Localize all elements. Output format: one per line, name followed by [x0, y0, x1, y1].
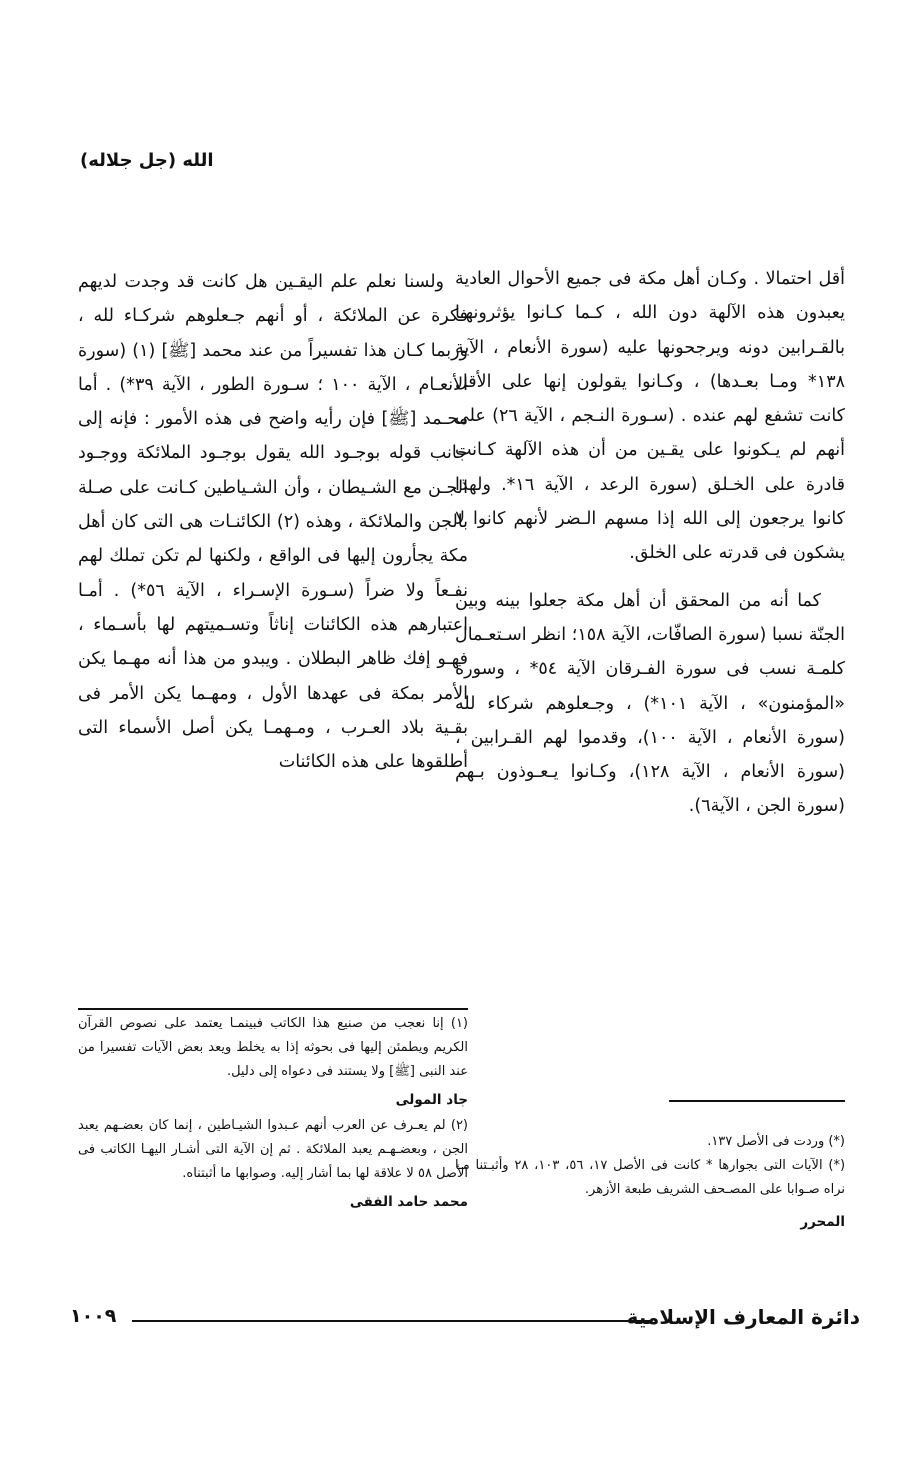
footnote-divider-right	[669, 1100, 845, 1102]
footnote-divider-left	[78, 1008, 468, 1010]
page-number: ١٠٠٩	[70, 1305, 117, 1327]
footnote-1: (١) إنا نعجب من صنيع هذا الكاتب فبينمـا يعتمد على نصوص القرآن الكريم ويطمئن إليها فى بحوثه إذا به يخلط ويعد بعض الآيات تفسيرا من عند النبى [ﷺ] ولا يستند فى دعواه إلى دليل.	[78, 1016, 468, 1079]
footnote-signature-2: محمد حامد الفقى	[349, 1194, 468, 1210]
page-footer	[70, 1305, 860, 1335]
running-head: الله (جل جلاله)	[80, 150, 214, 171]
editor-signature: المحرر	[800, 1214, 845, 1230]
footer-title: دائرة المعارف الإسلامية	[626, 1305, 860, 1329]
footnote-star-1: (*) وردت فى الأصل ١٣٧.	[707, 1134, 845, 1149]
left-column	[78, 265, 468, 779]
right-paragraph-1: أقل احتمالا . وكـان أهل مكة فى جميع الأحوال العادية يعبدون هذه الآلهة دون الله ، كـما كـانوا يؤثرونهـا بالقـرابين دونه ويرجحونها عليه (سورة الأنعام ، الآية ١٣٨* ومـا بعـدها) ، وكـانوا يقولون إنها على الأقل كانت تشفع لهم عنده . (سـورة النـجم ، الآية ٢٦) على أنهم لم يـكونوا على يقـين من أن هذه الآلهة كـانت قادرة على الخـلق (سورة الرعد ، الآية ١٦*. ولهذا كانوا يرجعون إلى الله إذا مسهم الـضر لأنهم كانوا لا يشكون فى قدرته على الخلق.	[455, 269, 846, 564]
right-column	[455, 262, 845, 824]
footer-rule	[132, 1320, 652, 1322]
footnote-signature-1: جاد المولى	[395, 1092, 468, 1108]
footnotes-right	[455, 1130, 845, 1236]
left-paragraph-1: ولسنا نعلم علم اليقـين هل كانت قد وجدت لديهم فكرة عن الملائكة ، أو أنهم جـعلوهم شركـاء لله ، وربما كـان هذا تفسيراً من عند محمد [ﷺ] (١) (سورة الأنعـام ، الآية ١٠٠ ؛ سـورة الطور ، الآية ٣٩*) . أما محـمد [ﷺ] فإن رأيه واضح فى هذه الأمور : فإنه إلى جانب قوله بوجـود الله يقول بوجـود الملائكة ووجـود الجـن مع الشـيطان ، وأن الشـياطين كـانت على صـلة بالجن والملائكة ، وهذه (٢) الكائنـات هى التى كان أهل مكة يجأرون إليها فى الواقع ، ولكنها لم تكن تملك لهم نفـعاً ولا ضراً (سـورة الإسـراء ، الآية ٥٦*) . أمـا اعتبارهم هذه الكائنات إناثاً وتسـميتهم لها بأسـماء ، فهـو إفك ظاهر البطلان . ويبدو من هذا أنه مهـما يكن الأمر بمكة فى عهدها الأول ، ومهـما يكن الأمر فى بقـية بلاد العـرب ، ومـهمـا يكن أصل الأسماء التى أطلقوها على هذه الكائنات	[78, 272, 468, 773]
footnote-star-2: (*) الآيات التى بجوارها * كانت فى الأصل ١٧، ٥٦، ١٠٣، ٢٨ وأثبـتنا مـا نراه صـوابا على المصـحف الشريف طبعة الأزهر.	[455, 1158, 846, 1197]
footnotes-left	[78, 1012, 468, 1216]
right-paragraph-2: كما أنه من المحقق أن أهل مكة جعلوا بينه وبين الجنّة نسبا (سورة الصافّات، الآية ١٥٨؛ انظر اسـتعـمال كلمـة نسب فى سورة الفـرقان الآية ٥٤* ، وسورة «المؤمنون» ، الآية ١٠١*) ، وجـعلوهم شركاء لله (سورة الأنعام ، الآية ١٠٠)، وقدموا لهم القـرابين ، (سورة الأنعام ، الآية ١٢٨)، وكـانوا يـعـوذون بـهم (سورة الجن ، الآية٦).	[455, 590, 846, 817]
footnote-2: (٢) لم يعـرف عن العرب أنهم عـبدوا الشيـاطين ، إنما كان بعضـهم يعبد الجن ، وبعضـهـم يعبد الملائكة . ثم إن الآية التى أشـار اليهـا الكاتب فى الأصل ٥٨ لا علاقة لها بما أشار إليه. وصوابها ما أثبتناه.	[78, 1118, 468, 1181]
